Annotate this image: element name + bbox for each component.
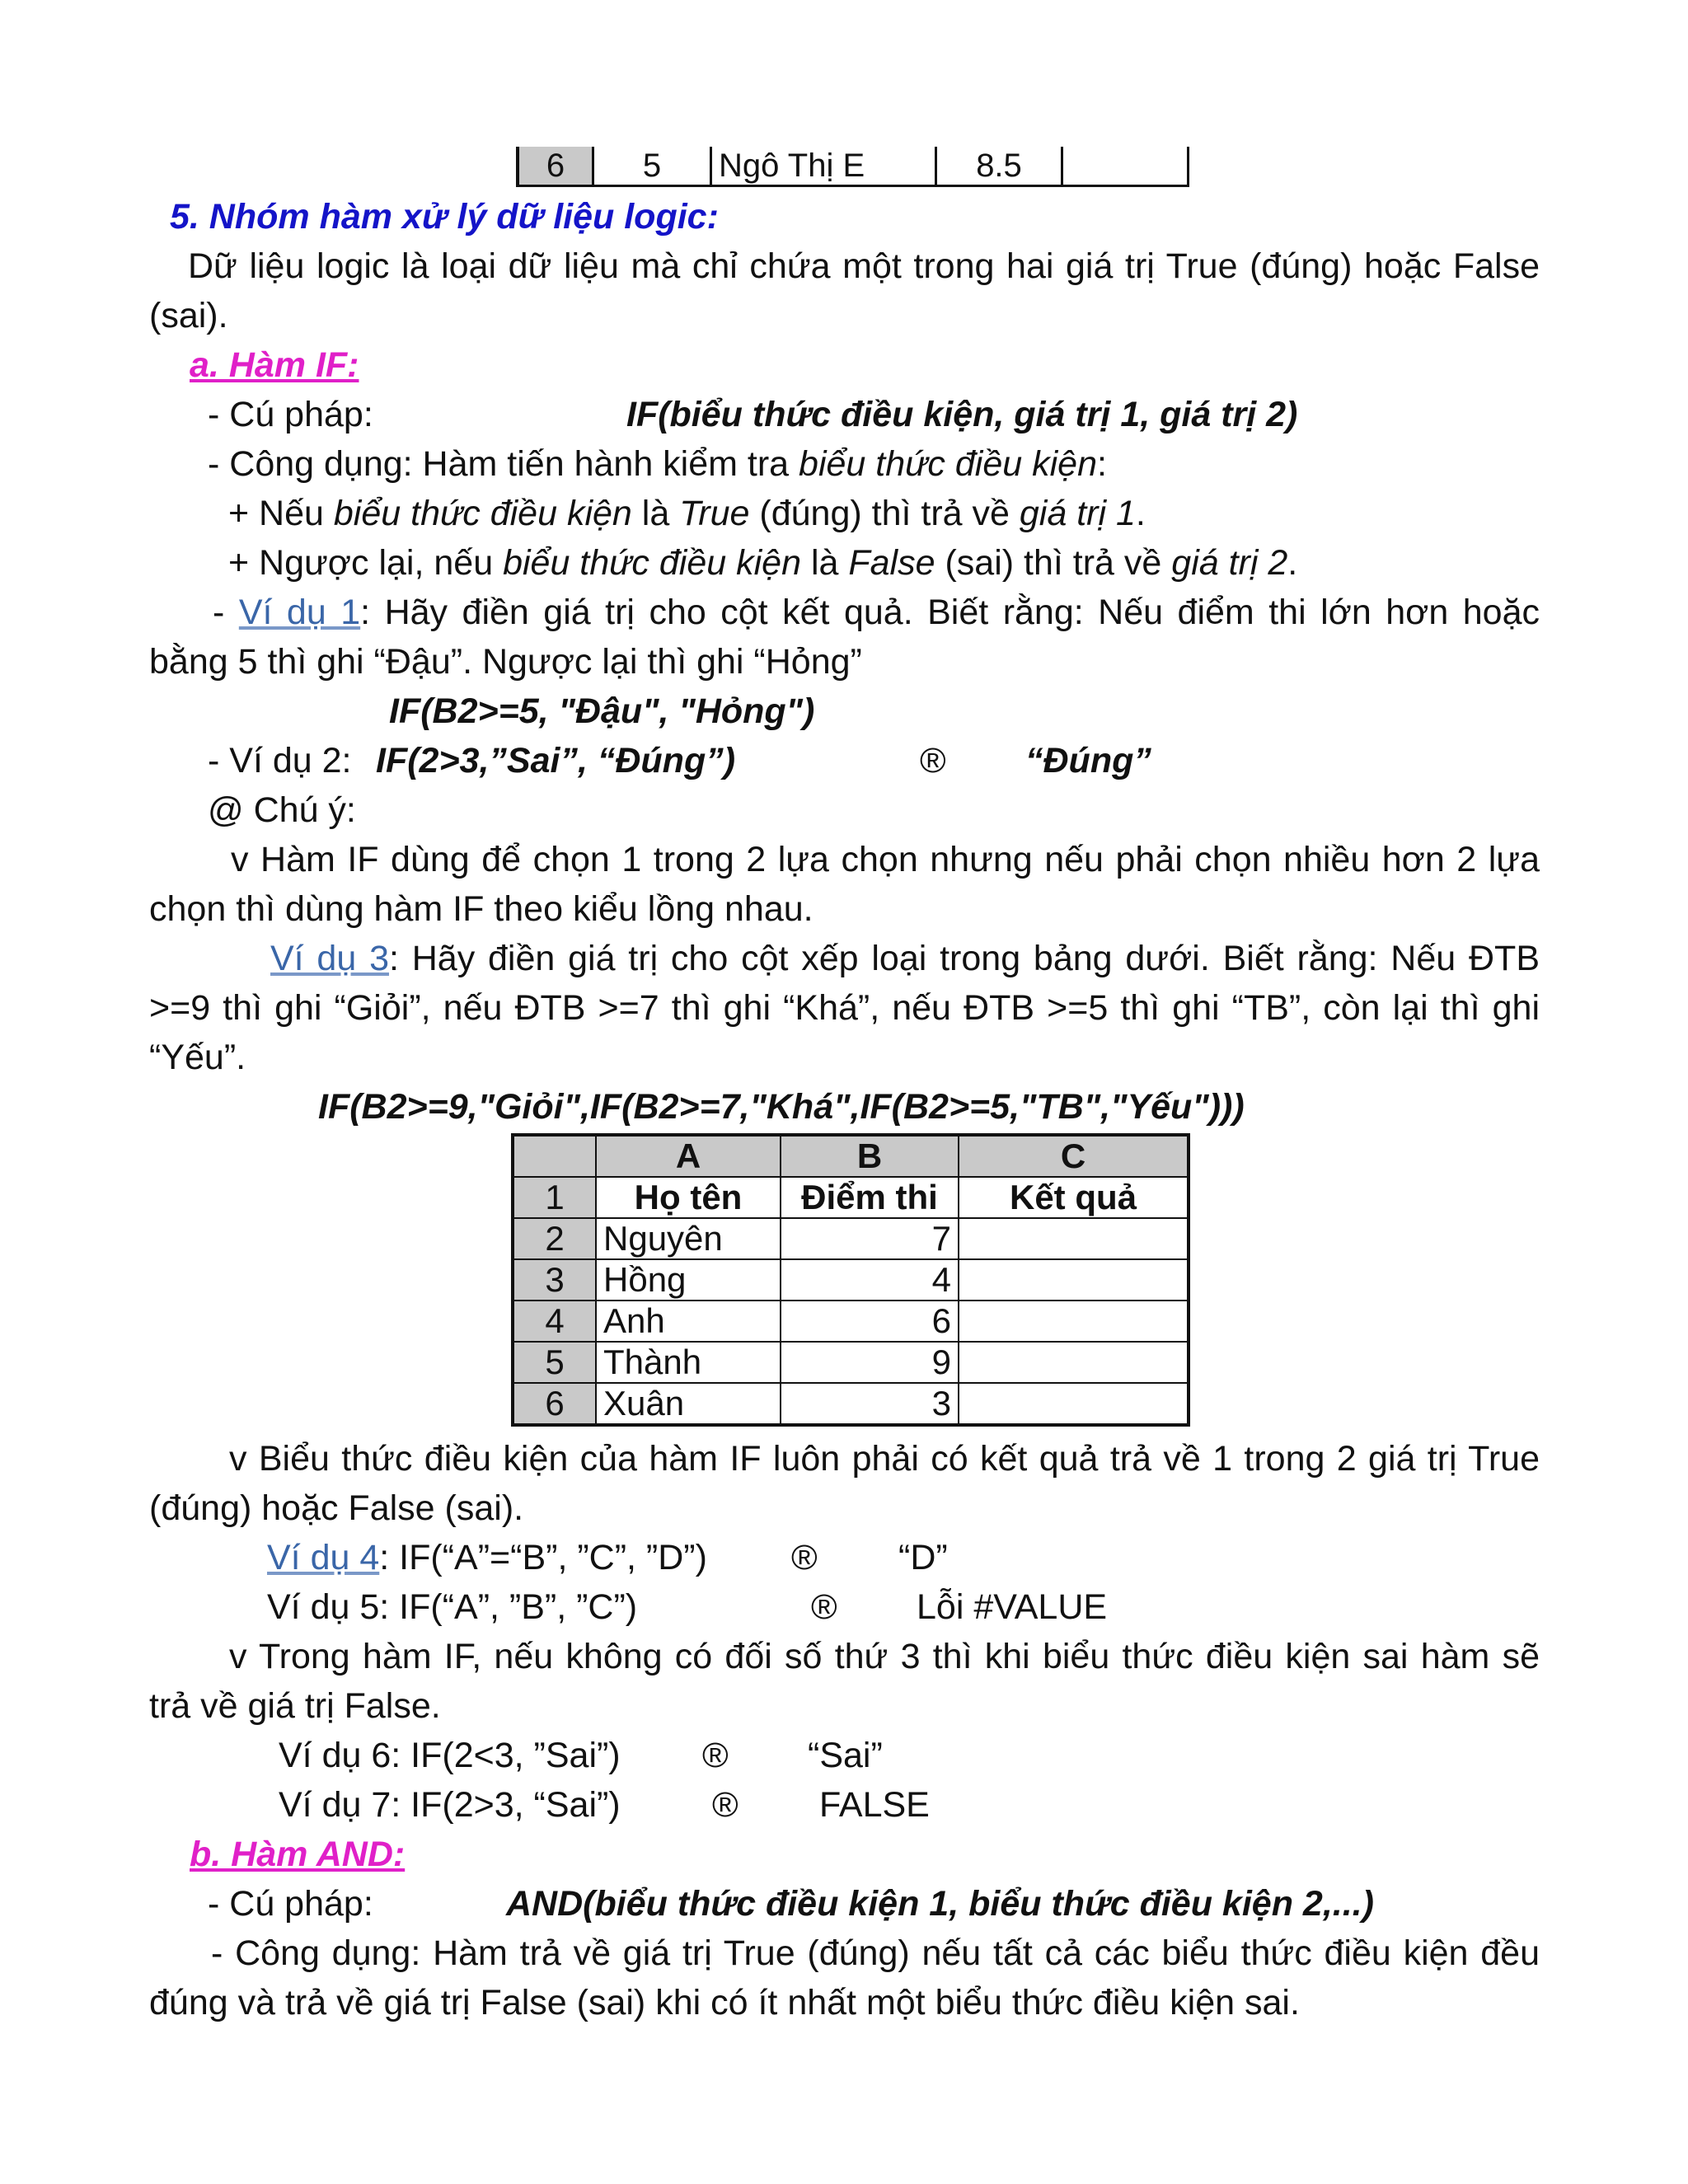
score-cell: 3 <box>781 1383 959 1425</box>
header-name: Họ tên <box>596 1177 781 1218</box>
result-cell <box>959 1342 1189 1383</box>
header-result: Kết quả <box>959 1177 1189 1218</box>
section-5-intro-line-2: (sai). <box>149 296 228 335</box>
example-3-link[interactable]: Ví dụ 3 <box>270 939 389 978</box>
example-3-line-1: Ví dụ 3: Hãy điền giá trị cho cột xếp loại trong bảng dưới. Biết rằng: Nếu ĐTB <box>270 939 1540 978</box>
section-5-heading: 5. Nhóm hàm xử lý dữ liệu logic: <box>170 197 719 237</box>
and-syntax: AND(biểu thức điều kiện 1, biểu thức điều kiện 2,...) <box>506 1884 1374 1924</box>
row-header: 6 <box>513 1383 596 1425</box>
score-cell: 6 <box>781 1301 959 1342</box>
column-header-row <box>513 1135 1189 1177</box>
example-2-label: - Ví dụ 2: <box>208 741 352 780</box>
name-cell: Thành <box>596 1342 781 1383</box>
and-heading: b. Hàm AND: <box>190 1835 406 1874</box>
column-header-b: B <box>781 1135 959 1177</box>
score-cell: 4 <box>781 1259 959 1301</box>
example-2-result: “Đúng” <box>1025 741 1151 780</box>
result-cell <box>1062 147 1189 186</box>
example-6-result: “Sai” <box>808 1736 883 1775</box>
and-syntax-label: - Cú pháp: <box>208 1884 373 1924</box>
top-table-fragment <box>516 147 1189 187</box>
example-1-line-2: bằng 5 thì ghi “Đậu”. Ngược lại thì ghi “Hỏng” <box>149 642 862 682</box>
arrow-symbol: ® <box>920 741 946 780</box>
note-heading: @ Chú ý: <box>208 790 356 830</box>
result-cell <box>959 1218 1189 1259</box>
example-5-line: Ví dụ 5: IF(“A”, ”B”, ”C”) <box>267 1587 638 1627</box>
if-rule-false: + Ngược lại, nếu biểu thức điều kiện là False (sai) thì trả về giá trị 2. <box>228 543 1298 583</box>
example-2-formula: IF(2>3,”Sai”, “Đúng”) <box>376 741 736 780</box>
note-3-line-1: v Trong hàm IF, nếu không có đối số thứ 3 thì khi biểu thức điều kiện sai hàm sẽ <box>229 1637 1540 1676</box>
example-1-line-1: - Ví dụ 1: Hãy điền giá trị cho cột kết quả. Biết rằng: Nếu điểm thi lớn hơn hoặc <box>213 593 1540 632</box>
arrow-symbol: ® <box>811 1587 837 1627</box>
name-cell: Xuân <box>596 1383 781 1425</box>
if-rule-true: + Nếu biểu thức điều kiện là True (đúng) thì trả về giá trị 1. <box>228 494 1146 533</box>
score-cell: 7 <box>781 1218 959 1259</box>
if-usage-line: - Công dụng: Hàm tiến hành kiểm tra biểu thức điều kiện: <box>208 444 1107 484</box>
table-row <box>513 1301 1189 1342</box>
example-4-result: “D” <box>898 1538 948 1577</box>
example-6-line: Ví dụ 6: IF(2<3, ”Sai”) <box>279 1736 621 1775</box>
name-cell: Hồng <box>596 1259 781 1301</box>
table-row <box>513 1177 1189 1218</box>
note-1-line-2: chọn thì dùng hàm IF theo kiểu lồng nhau. <box>149 889 814 929</box>
table-row <box>513 1342 1189 1383</box>
name-cell: Nguyên <box>596 1218 781 1259</box>
example-7-line: Ví dụ 7: IF(2>3, “Sai”) <box>279 1785 621 1825</box>
example-1-formula: IF(B2>=5, "Đậu", "Hỏng") <box>389 691 815 731</box>
if-syntax-label: - Cú pháp: <box>208 395 373 434</box>
if-heading: a. Hàm IF: <box>190 345 359 385</box>
row-header: 1 <box>513 1177 596 1218</box>
note-1-line-1: v Hàm IF dùng để chọn 1 trong 2 lựa chọn nhưng nếu phải chọn nhiều hơn 2 lựa <box>231 840 1540 879</box>
result-cell <box>959 1383 1189 1425</box>
and-usage-line-1: - Công dụng: Hàm trả về giá trị True (đúng) nếu tất cả các biểu thức điều kiện đều <box>211 1933 1540 1973</box>
name-cell: Anh <box>596 1301 781 1342</box>
score-spreadsheet <box>511 1133 1190 1427</box>
table-row <box>513 1218 1189 1259</box>
example-7-result: FALSE <box>819 1785 930 1825</box>
arrow-symbol: ® <box>712 1785 738 1825</box>
row-header: 3 <box>513 1259 596 1301</box>
note-3-line-2: trả về giá trị False. <box>149 1686 441 1726</box>
row-header: 4 <box>513 1301 596 1342</box>
if-syntax: IF(biểu thức điều kiện, giá trị 1, giá trị 2) <box>626 395 1298 434</box>
example-3-formula: IF(B2>=9,"Giỏi",IF(B2>=7,"Khá",IF(B2>=5,"TB","Yếu"))) <box>318 1087 1245 1127</box>
arrow-symbol: ® <box>791 1538 818 1577</box>
column-header-c: C <box>959 1135 1189 1177</box>
column-header-a: A <box>596 1135 781 1177</box>
arrow-symbol: ® <box>702 1736 729 1775</box>
note-2-line-1: v Biểu thức điều kiện của hàm IF luôn phải có kết quả trả về 1 trong 2 giá trị True <box>229 1439 1540 1479</box>
example-4-line: Ví dụ 4: IF(“A”=“B”, ”C”, ”D”) <box>267 1538 707 1577</box>
score-cell: 8.5 <box>936 147 1062 186</box>
table-row <box>513 1383 1189 1425</box>
row-header: 2 <box>513 1218 596 1259</box>
and-usage-line-2: đúng và trả về giá trị False (sai) khi có ít nhất một biểu thức điều kiện sai. <box>149 1983 1300 2022</box>
example-5-result: Lỗi #VALUE <box>917 1587 1108 1627</box>
example-3-line-3: “Yếu”. <box>149 1038 246 1077</box>
result-cell <box>959 1301 1189 1342</box>
section-5-intro-line-1: Dữ liệu logic là loại dữ liệu mà chỉ chứa một trong hai giá trị True (đúng) hoặc False <box>188 246 1540 286</box>
table-row <box>513 1259 1189 1301</box>
header-score: Điểm thi <box>781 1177 959 1218</box>
name-cell: Ngô Thị E <box>711 147 936 186</box>
example-1-link[interactable]: Ví dụ 1 <box>238 593 361 632</box>
result-cell <box>959 1259 1189 1301</box>
corner-cell <box>513 1135 596 1177</box>
row-header: 5 <box>513 1342 596 1383</box>
example-3-line-2: >=9 thì ghi “Giỏi”, nếu ĐTB >=7 thì ghi “Khá”, nếu ĐTB >=5 thì ghi “TB”, còn lại thì ghi <box>149 988 1540 1028</box>
note-2-line-2: (đúng) hoặc False (sai). <box>149 1488 524 1528</box>
row-index-cell: 6 <box>518 147 593 186</box>
stt-cell: 5 <box>593 147 711 186</box>
example-4-link[interactable]: Ví dụ 4 <box>267 1538 380 1577</box>
score-cell: 9 <box>781 1342 959 1383</box>
